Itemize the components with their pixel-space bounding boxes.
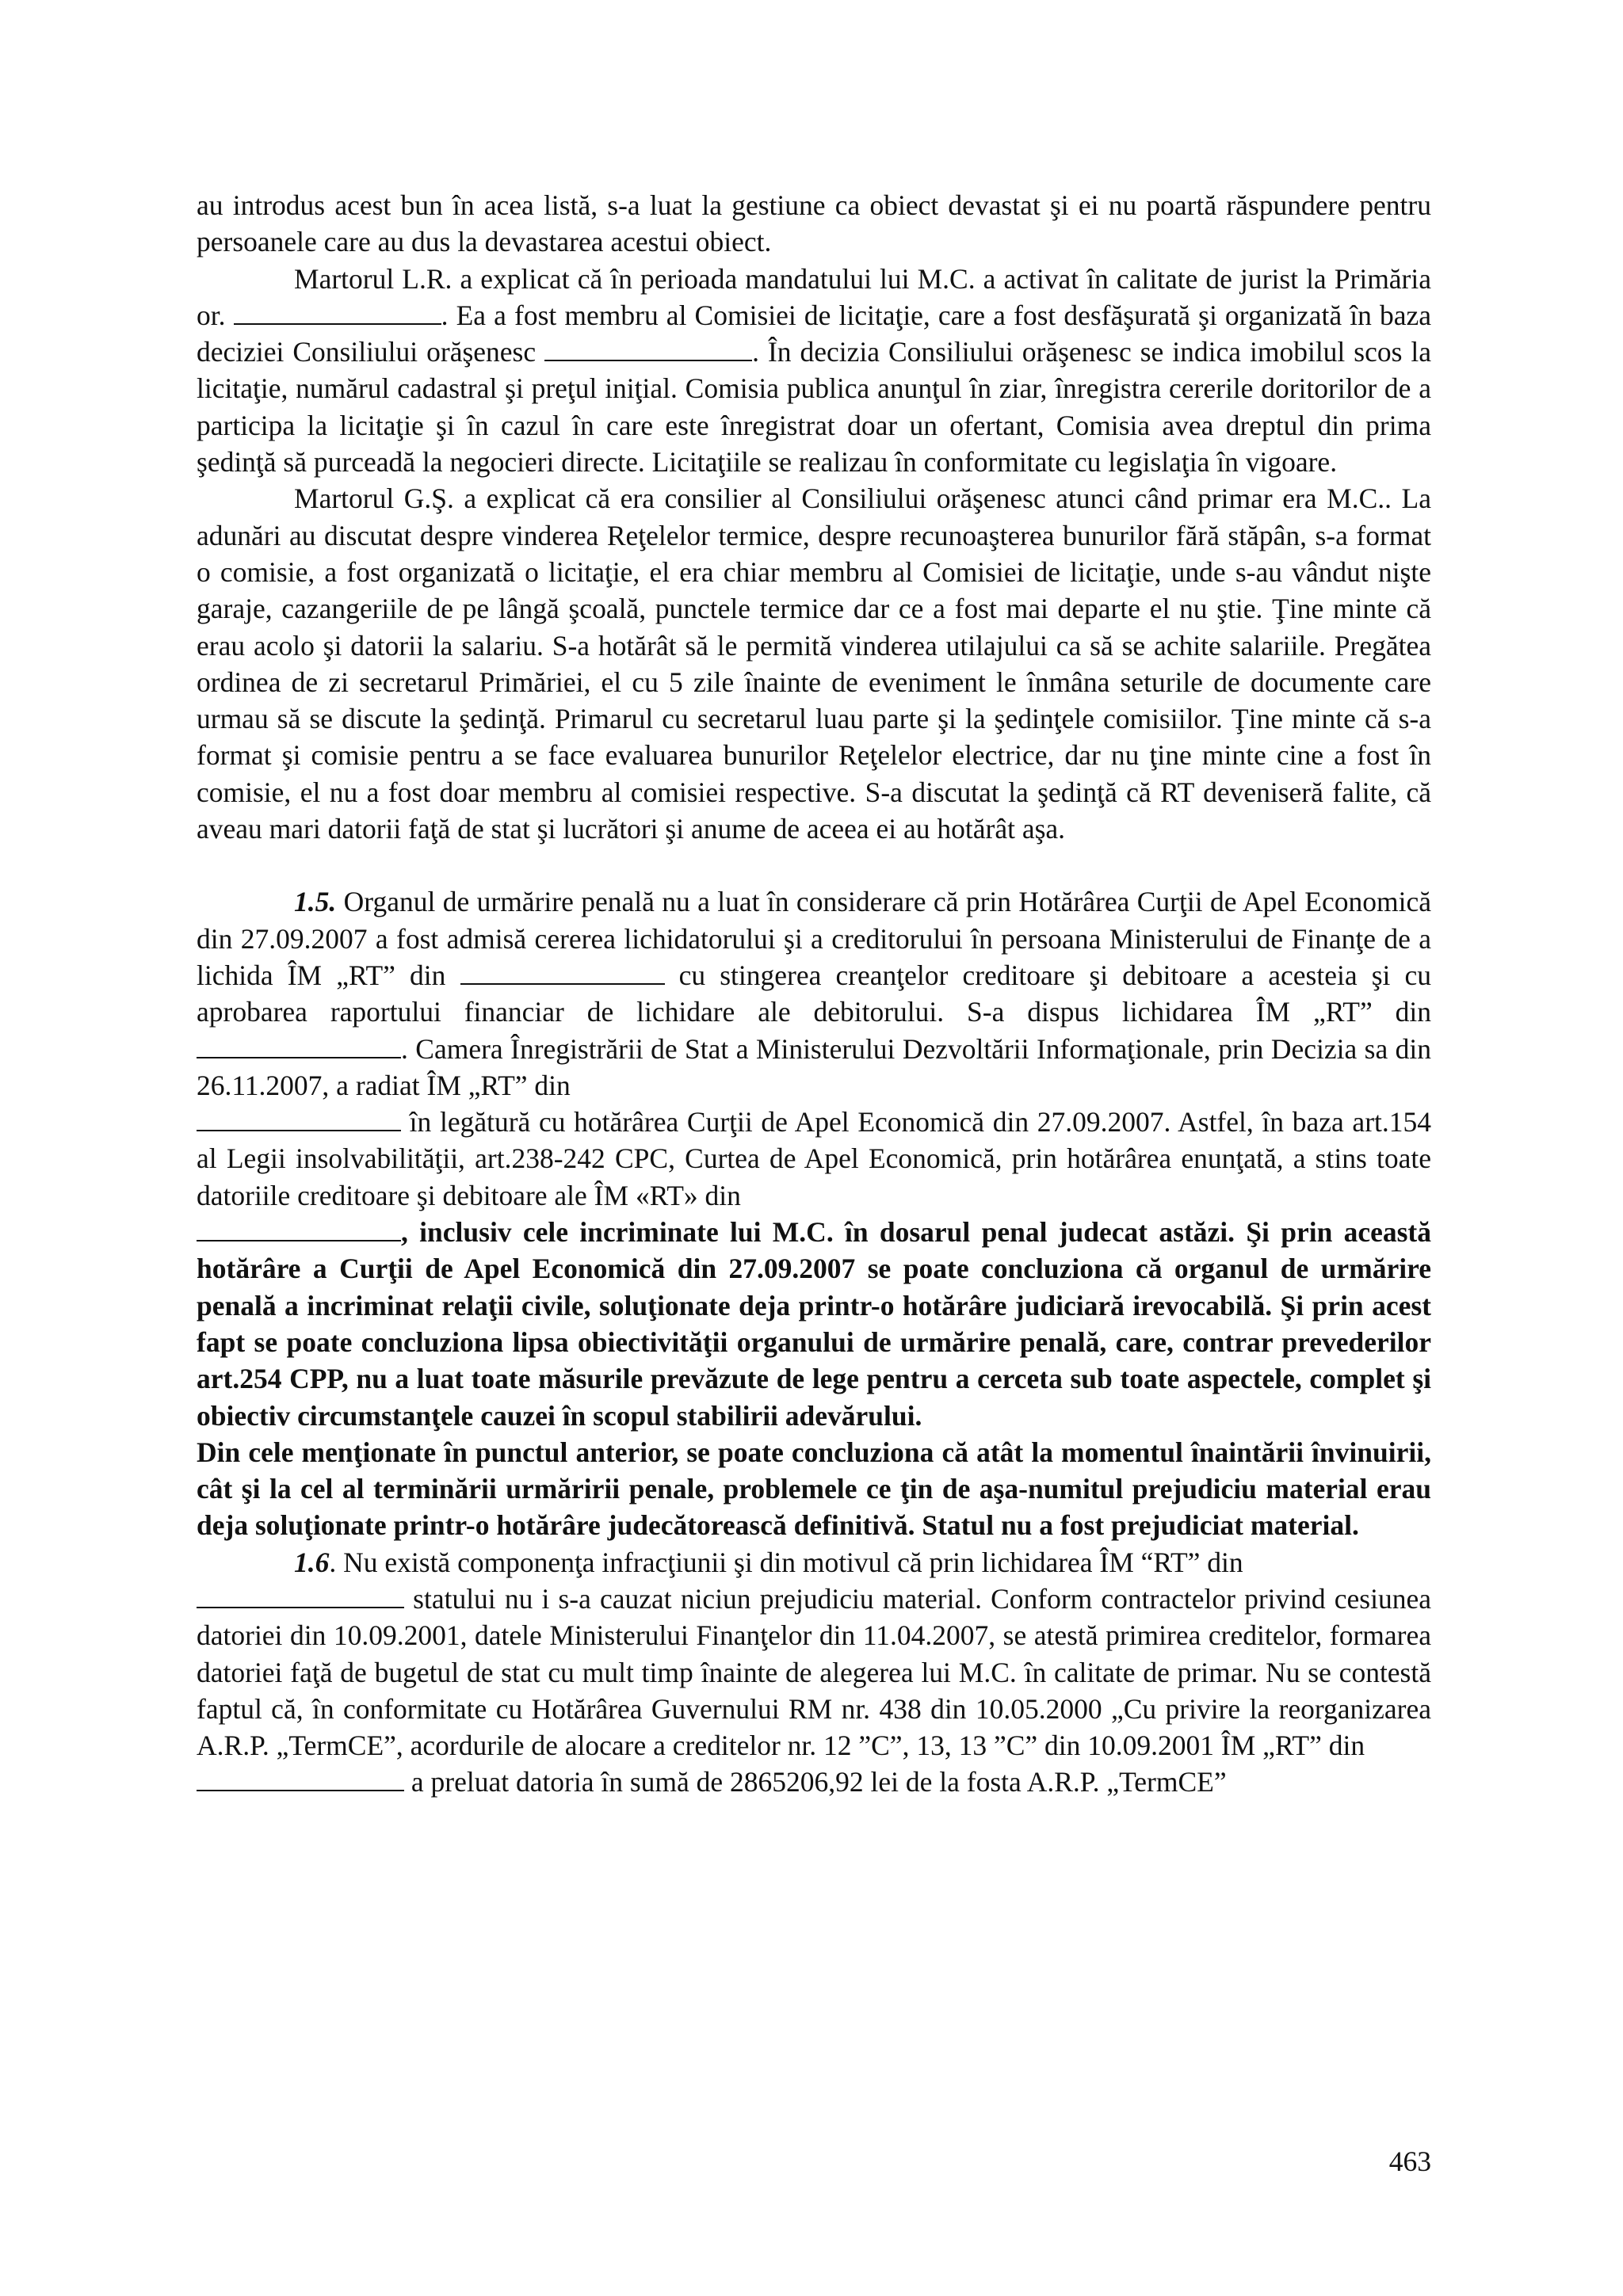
paragraph-text: . Nu există componenţa infracţiunii şi din motivul că prin lichidarea ÎM “RT” din — [329, 1546, 1243, 1578]
page-number: 463 — [1388, 2145, 1431, 2177]
paragraph-witness-lr — [197, 261, 1431, 481]
paragraph-text: cu stingerea creanţelor creditoare şi debitoare a acesteia şi cu aprobarea raportului financiar de lichidare ale debitorului. S-a dispus lichidarea ÎM „RT” din — [197, 959, 1431, 1028]
paragraph-text: a preluat datoria în sumă de 2865206,92 lei de la fosta A.R.P. „TermCE” — [404, 1766, 1227, 1798]
paragraph-conclusion — [197, 1434, 1431, 1544]
paragraph-continuation — [197, 187, 1431, 261]
document-body — [197, 187, 1431, 1801]
redacted-blank — [197, 1585, 404, 1608]
paragraph-text: . Ea a fost membru al Comisiei de licitaţie, care a fost desfăşurată şi organizată în baza deciziei Consiliului orăşenesc — [197, 299, 1431, 368]
paragraph-text: statului nu i s-a cauzat niciun prejudiciu material. Conform contractelor privind cesiunea datoriei din 10.09.2001, datele Ministerului Finanţelor din 11.04.2007, se atestă primirea creditelor, formarea datoriei faţă de bugetul de stat cu mult timp înainte de alegerea lui M.C. în calitate de primar. Nu se contestă faptul că, în conformitate cu Hotărârea Guvernului RM nr. 438 din 10.05.2000 „Cu privire la reorganizarea A.R.P. „TermCE”, acordurile de alocare a creditelor nr. 12 ”C”, 13, 13 ”C” din 10.09.2001 ÎM „RT” din — [197, 1582, 1431, 1762]
section-number: 1.6 — [294, 1546, 330, 1578]
section-number: 1.5. — [294, 886, 337, 918]
paragraph-witness-gs — [197, 480, 1431, 847]
section-1-5 — [197, 883, 1431, 1433]
redacted-blank — [197, 1768, 404, 1791]
paragraph-bold-text: , inclusiv cele incriminate lui M.C. în dosarul penal judecat astăzi. Şi prin această hotărâre a Curţii de Apel Economică din 27.09.2007 se poate concluziona că organul de urmărire penală a incriminat relaţii civile, soluţionate deja printr-o hotărâre judiciară irevocabilă. Şi prin acest fapt se poate concluziona lipsa obiectivităţii organului de urmărire penală, care, contrar prevederilor art.254 CPP, nu a luat toate măsurile prevăzute de lege pentru a cerceta sub toate aspectele, complet şi obiectiv circumstanţele cauzei în scopul stabilirii adevărului. — [197, 1216, 1431, 1432]
paragraph-text: . În decizia Consiliului orăşenesc se indica imobilul scos la licitaţie, numărul cadastral şi preţul iniţial. Comisia publica anunţul în ziar, înregistra cererile doritorilor de a participa la licitaţie şi în cazul în care este înregistrat doar un ofertant, Comisia avea dreptul din prima şedinţă să purceadă la negocieri directe. Licitaţiile se realizau în conformitate cu legislaţia în vigoare. — [197, 336, 1432, 479]
paragraph-text: Organul de urmărire penală nu a luat în considerare că prin Hotărârea Curţii de Apel Economică din 27.09.2007 a fost admisă cererea lichidatorului şi a creditorului în persoana Ministerului de Finanţe de a lichida ÎM „RT” din — [197, 886, 1431, 991]
paragraph-spacer — [197, 847, 1431, 883]
section-1-6 — [197, 1544, 1431, 1801]
redacted-blank — [544, 338, 752, 361]
redacted-blank — [197, 1035, 401, 1058]
paragraph-text: Martorul L.R. a explicat că în perioada mandatului lui M.C. a activat în calitate de jurist la Primăria or. — [197, 262, 1431, 331]
redacted-blank — [460, 961, 665, 985]
paragraph-bold-text: Din cele menţionate în punctul anterior, se poate concluziona că atât la momentul înaintării învinuirii, cât şi la cel al terminării urmăririi penale, problemele ce ţin de aşa-numitul prejudiciu material erau deja soluţionate printr-o hotărâre judecătorească definitivă. Statul nu a fost prejudiciat material. — [197, 1436, 1431, 1542]
paragraph-text: . Camera Înregistrării de Stat a Ministerului Dezvoltării Informaţionale, prin Decizia sa din 26.11.2007, a radiat ÎM „RT” din — [197, 1032, 1431, 1101]
redacted-blank — [234, 301, 441, 325]
redacted-blank — [197, 1218, 401, 1241]
paragraph-text: Martorul G.Ş. a explicat că era consilier al Consiliului orăşenesc atunci când primar era M.C.. La adunări au discutat despre vinderea Reţelelor termice, despre recunoaşterea bunurilor fără stăpân, s-a format o comisie, a fost organizată o licitaţie, el era chiar membru al Comisiei de licitaţie, unde s-au vândut nişte garaje, cazangeriile de pe lângă şcoală, punctele termice dar ce a fost mai departe el nu ştie. Ţine minte că erau acolo şi datorii la salariu. S-a hotărât să le permită vinderea utilajului ca să se achite salariile. Pregătea ordinea de zi secretarul Primăriei, el cu 5 zile înainte de eveniment le înmâna seturile de documente care urmau să se discute la şedinţă. Primarul cu secretarul luau parte şi la şedinţele comisiilor. Ţine minte că s-a format şi comisie pentru a se face evaluarea bunurilor Reţelelor electrice, dar nu ţine minte cine a fost în comisie, el nu a fost doar membru al comisiei respective. S-a discutat la şedinţă că RT deveniseră falite, că aveau mari datorii faţă de stat şi lucrători şi anume de aceea ei au hotărât aşa. — [197, 482, 1431, 845]
paragraph-text: au introdus acest bun în acea listă, s-a luat la gestiune ca obiect devastat şi ei nu poartă răspundere pentru persoanele care au dus la devastarea acestui obiect. — [197, 189, 1431, 258]
redacted-blank — [197, 1108, 401, 1131]
paragraph-text: în legătură cu hotărârea Curţii de Apel Economică din 27.09.2007. Astfel, în baza art.154 al Legii insolvabilităţii, art.238-242 CPC, Curtea de Apel Economică, prin hotărârea enunţată, a stins toate datoriile creditoare şi debitoare ale ÎM «RT» din — [197, 1106, 1431, 1211]
